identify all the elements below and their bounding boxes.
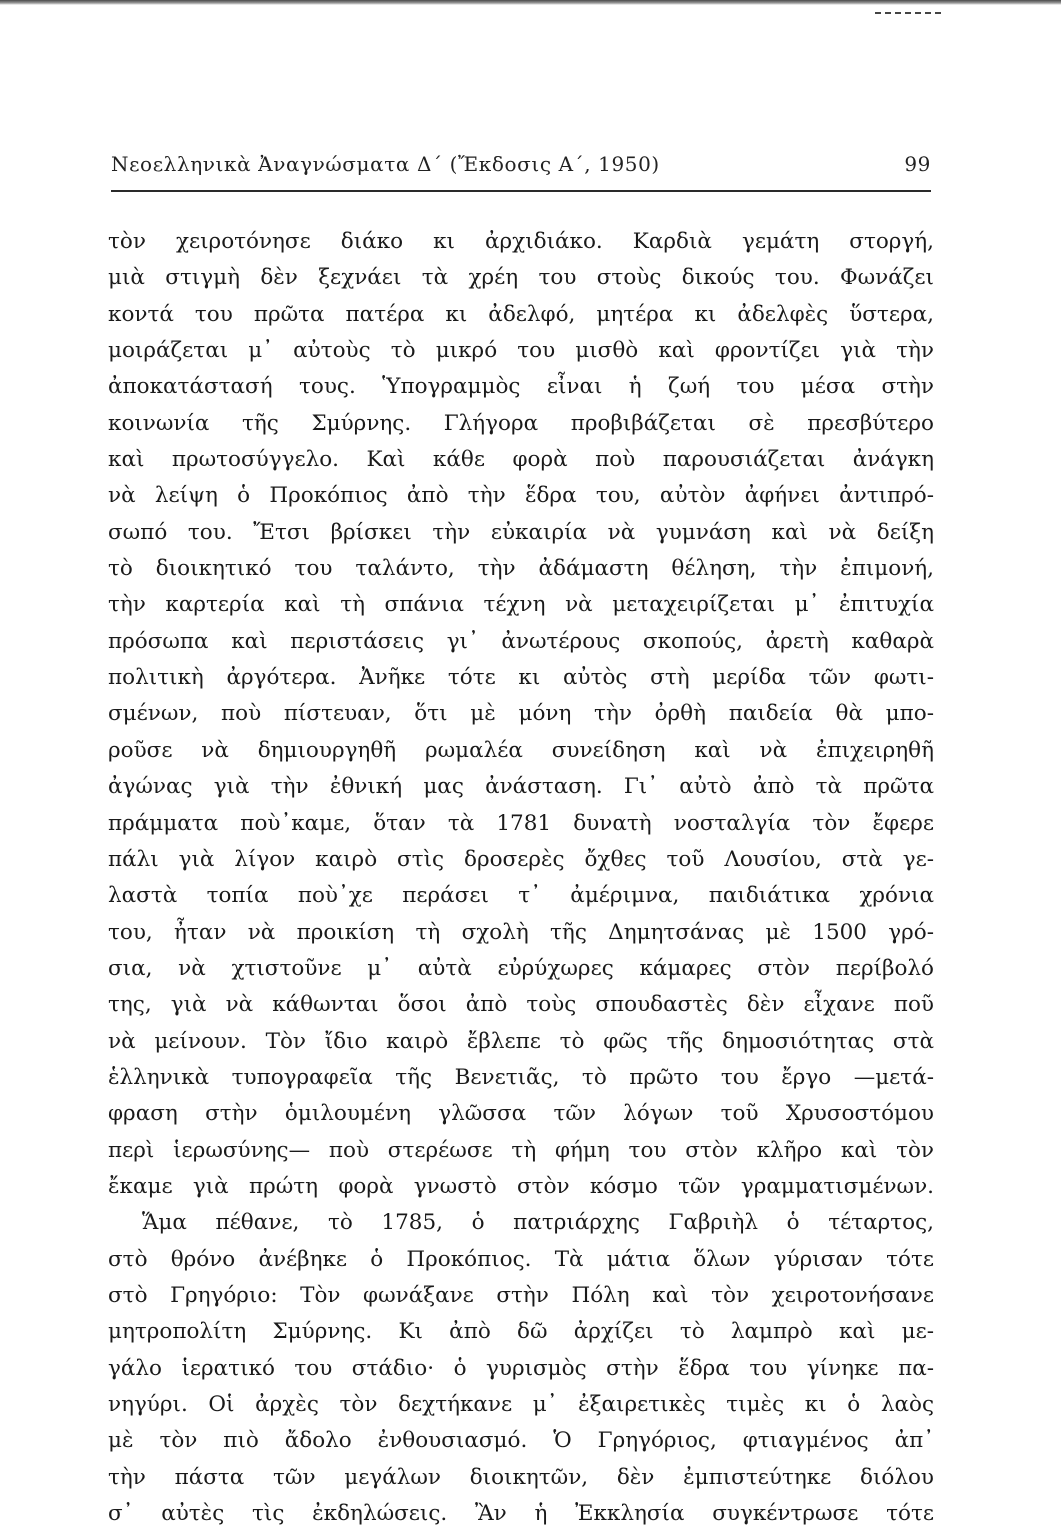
text-line: στὸ Γρηγόριο: Τὸν φωνάξανε στὴν Πόλη καὶ τὸν χειροτονήσανε: [108, 1282, 934, 1308]
text-line: μιὰ στιγμὴ δὲν ξεχνάει τὰ χρέη του στοὺς δικούς του. Φωνάζει: [108, 265, 934, 291]
text-line: περὶ ἱερωσύνης— ποὺ στερέωσε τὴ φήμη του στὸν κλῆρο καὶ τὸν: [108, 1137, 934, 1163]
text-line: νὰ μείνουν. Τὸν ἴδιο καιρὸ ἔβλεπε τὸ φῶς τῆς δημοσιότητας στὰ: [108, 1028, 934, 1054]
header-rule: [111, 190, 931, 192]
text-line: ἑλληνικὰ τυπογραφεῖα τῆς Βενετιᾶς, τὸ πρῶτο του ἔργο —μετά-: [108, 1064, 934, 1090]
text-line: ἔκαμε γιὰ πρώτη φορὰ γνωστὸ στὸν κόσμο τῶν γραμματισμένων.: [108, 1173, 934, 1199]
text-line: ροῦσε νὰ δημιουργηθῆ ρωμαλέα συνείδηση καὶ νὰ ἐπιχειρηθῆ: [108, 737, 934, 763]
text-line: στὸ θρόνο ἀνέβηκε ὁ Προκόπιος. Τὰ μάτια ὅλων γύρισαν τότε: [108, 1246, 934, 1272]
text-line: μητροπολίτη Σμύρνης. Κι ἀπὸ δῶ ἀρχίζει τὸ λαμπρὸ καὶ με-: [108, 1319, 934, 1345]
text-line: της, γιὰ νὰ κάθωνται ὅσοι ἀπὸ τοὺς σπουδαστὲς δὲν εἶχανε ποῦ: [108, 992, 934, 1018]
text-line: του, ἦταν νὰ προικίση τὴ σχολὴ τῆς Δημητσάνας μὲ 1500 γρό-: [108, 919, 934, 945]
text-line: πάλι γιὰ λίγον καιρὸ στὶς δροσερὲς ὄχθες τοῦ Λουσίου, στὰ γε-: [108, 846, 934, 872]
text-line: τὸν χειροτόνησε διάκο κι ἀρχιδιάκο. Καρδιὰ γεμάτη στοργή,: [108, 229, 934, 254]
text-line: ἀγώνας γιὰ τὴν ἐθνική μας ἀνάσταση. Γι᾽ αὐτὸ ἀπὸ τὰ πρῶτα: [108, 774, 934, 800]
text-line: σ᾽ αὐτὲς τὶς ἐκδηλώσεις. Ἂν ἡ Ἐκκλησία συγκέντρωσε τότε: [108, 1501, 934, 1527]
text-line: πράμματα ποὺ᾽καμε, ὅταν τὰ 1781 δυνατὴ νοσταλγία τὸν ἔφερε: [108, 810, 934, 836]
text-line: τὴν καρτερία καὶ τὴ σπάνια τέχνη νὰ μεταχειρίζεται μ᾽ ἐπιτυχία: [108, 592, 934, 618]
text-line: πολιτικὴ ἀργότερα. Ἀνῆκε τότε κι αὐτὸς στὴ μερίδα τῶν φωτι-: [108, 665, 934, 691]
text-line: πρόσωπα καὶ περιστάσεις γι᾽ ἀνωτέρους σκοπούς, ἀρετὴ καθαρὰ: [108, 628, 934, 654]
text-line: μοιράζεται μ᾽ αὐτοὺς τὸ μικρό του μισθὸ καὶ φροντίζει γιὰ τὴν: [108, 338, 934, 364]
body-text: [108, 224, 934, 1532]
text-line: λαστὰ τοπία ποὺ᾽χε περάσει τ᾽ ἀμέριμνα, παιδιάτικα χρόνια: [108, 883, 934, 909]
text-line: τὸ διοικητικό του ταλάντο, τὴν ἀδάμαστη θέληση, τὴν ἐπιμονή,: [108, 556, 934, 582]
text-line: σωπό του. Ἔτσι βρίσκει τὴν εὐκαιρία νὰ γυμνάση καὶ νὰ δείξη: [108, 519, 934, 545]
text-line: γάλο ἱερατικό του στάδιο· ὁ γυρισμὸς στὴν ἕδρα του γίνηκε πα-: [108, 1355, 934, 1381]
text-line: νηγύρι. Οἱ ἀρχὲς τὸν δεχτήκανε μ᾽ ἐξαιρετικὲς τιμὲς κι ὁ λαὸς: [108, 1392, 934, 1417]
text-line: σια, νὰ χτιστοῦνε μ᾽ αὐτὰ εὐρύχωρες κάμαρες στὸν περίβολό: [108, 955, 934, 981]
text-line: τὴν πάστα τῶν μεγάλων διοικητῶν, δὲν ἐμπιστεύτηκε διόλου: [108, 1464, 934, 1490]
paragraph-start-line: Ἅμα πέθανε, τὸ 1785, ὁ πατριάρχης Γαβριὴλ ὁ τέταρτος,: [142, 1210, 934, 1236]
text-line: νὰ λείψη ὁ Προκόπιος ἀπὸ τὴν ἕδρα του, αὐτὸν ἀφήνει ἀντιπρό-: [108, 483, 934, 509]
text-line: καὶ πρωτοσύγγελο. Καὶ κάθε φορὰ ποὺ παρουσιάζεται ἀνάγκη: [108, 447, 934, 473]
text-line: ἀποκατάστασή τους. Ὑπογραμμὸς εἶναι ἡ ζωή του μέσα στὴν: [108, 374, 934, 400]
book-title: Νεοελληνικὰ Ἀναγνώσματα Δ΄ (Ἔκδοσις Α΄, 1950): [111, 152, 660, 176]
text-line: φραση στὴν ὁμιλουμένη γλῶσσα τῶν λόγων τοῦ Χρυσοστόμου: [108, 1101, 934, 1127]
running-header: [111, 152, 931, 188]
page-number: 99: [904, 152, 931, 176]
text-line: κοινωνία τῆς Σμύρνης. Γλήγορα προβιβάζεται σὲ πρεσβύτερο: [108, 410, 934, 436]
text-line: κοντά του πρῶτα πατέρα κι ἀδελφό, μητέρα κι ἀδελφὲς ὕστερα,: [108, 301, 934, 327]
scan-mark: [875, 12, 941, 14]
text-line: μὲ τὸν πιὸ ἄδολο ἐνθουσιασμό. Ὁ Γρηγόριος, φτιαγμένος ἀπ᾽: [108, 1428, 934, 1454]
text-line: σμένων, ποὺ πίστευαν, ὅτι μὲ μόνη τὴν ὀρθὴ παιδεία θὰ μπο-: [108, 701, 934, 727]
scan-edge: [0, 0, 1061, 5]
